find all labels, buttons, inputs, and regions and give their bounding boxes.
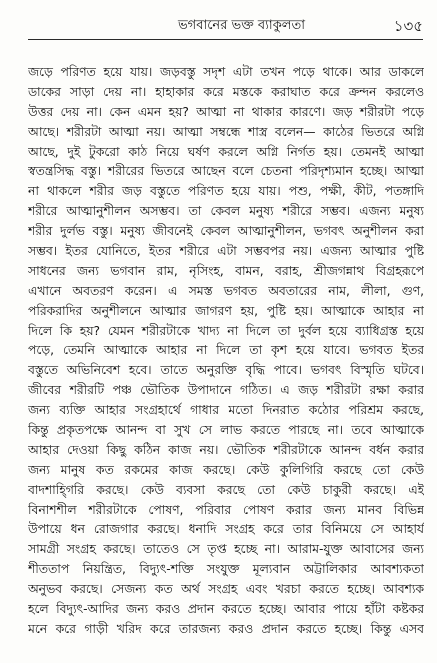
text-line: স্বতন্ত্রসিদ্ধ বস্তু। শরীরের ভিতরে আছেন বলে চেতনা পরিদৃশ্যমান হচ্ছে। আত্মা — [28, 164, 424, 179]
text-line: আছে। শরীরটা আত্মা নয়। আত্মা সম্বন্ধে শাস্ত্র বলেন— কাঠের ভিতরে অগ্নি — [28, 124, 424, 139]
text-line: আছে, দুই টুকরো কাঠ নিয়ে ঘর্ষণ করলে অগ্নি নির্গত হয়। তেমনই আত্মা — [28, 144, 424, 159]
text-line: সাধনের জন্য ভগবান রাম, নৃসিংহ, বামন, বরাহ, শ্রীজগন্নাথ বিগ্রহরূপে — [28, 263, 424, 278]
text-line: জন্য মানুষ কত রকমের কাজ করছে। কেউ কুলিগিরি করছে তো কেউ — [28, 462, 424, 477]
running-title: ভগবানের ভক্ত ব্যাকুলতা — [178, 18, 306, 33]
text-line: জন্য ব্যক্তি আহার সংগ্রহার্থে গাধার মতো দিনরাত কঠোর পরিশ্রম করছে, — [28, 403, 424, 418]
body-text — [28, 63, 424, 640]
text-line: হলে বিদ্যুৎ-আদির জন্য করও প্রদান করতে হচ্ছে। আবার পায়ে হাঁটা কষ্টকর — [28, 602, 424, 617]
text-line: সম্ভব। ইতর যোনিতে, ইতর শরীরে এটা সম্ভবপর নয়। এজন্য আত্মার পুষ্টি — [28, 244, 424, 259]
text-line: এখানে অবতরণ করেন। এ সমস্ত ভগবত অবতারের নাম, লীলা, গুণ, — [28, 283, 424, 298]
text-line: বিনাশশীল শরীরটাকে পোষণ, পরিবার পোষণ করার জন্য মানব বিভিন্ন — [28, 502, 424, 517]
text-line: ডাকের সাড়া দেয় না। হাহাকার করে মস্তকে করাঘাত করে ক্রন্দন করলেও — [28, 84, 424, 99]
page-header — [28, 17, 423, 41]
text-line: উপায়ে ধন রোজগার করছে। ধনাদি সংগ্রহ করে তার বিনিময়ে সে আহার্য — [28, 522, 424, 537]
text-line: শীততাপ নিয়ন্ত্রিত, বিদ্যুৎ-শক্তি সংযুক্ত মূল্যবান অট্টালিকার আবশ্যকতা — [28, 562, 424, 577]
text-line: সামগ্রী সংগ্রহ করছে। তাতেও সে তৃপ্ত হচ্ছে না। আরাম-যুক্ত আবাসের জন্য — [28, 542, 424, 557]
text-line: কিন্তু প্রকৃতপক্ষে আনন্দ বা সুখ সে লাভ করতে পারছে না। তবে আত্মাকে — [28, 423, 424, 438]
text-line: অনুভব করছে। সেজন্য কত অর্থ সংগ্রহ এবং খরচা করতে হচ্ছে। আবশ্যক — [28, 582, 424, 597]
text-line: পরিকরাদির অনুশীলনে আত্মার জাগরণ হয়, পুষ্টি হয়। আত্মাকে আহার না — [28, 303, 424, 318]
text-line: বাদশাহ্গিরি করছে। কেউ ব্যবসা করছে তো কেউ চাকুরী করছে। এই — [28, 482, 424, 497]
text-line: পড়ে, তেমনি আত্মাকে আহার না দিলে তা কৃশ হয়ে যাবে। ভগবত ইতর — [28, 343, 424, 358]
text-line: জীবের শরীরটি পঞ্চ ভৌতিক উপাদানে গঠিত। এ জড় শরীরটা রক্ষা করার — [28, 383, 424, 398]
text-line: জড়ে পরিণত হয়ে যায়। জড়বস্তু সদৃশ এটা তখন পড়ে থাকে। আর ডাকলে — [28, 65, 424, 79]
text-line: শরীর দুর্লভ বস্তু। মনুষ্য জীবনেই কেবল আত্মানুশীলন, ভগবৎ অনুশীলন করা — [28, 224, 424, 239]
text-line: বস্তুতে অভিনিবেশ হবে। তাতে অনুরক্তি বৃদ্ধি পাবে। ভগবৎ বিস্মৃতি ঘটবে। — [28, 363, 424, 378]
page-number: ১৩৫ — [393, 17, 423, 35]
text-line: শরীরে আত্মানুশীলন অসম্ভব। তা কেবল মনুষ্য শরীরে সম্ভব। এজন্য মনুষ্য — [28, 204, 424, 219]
header-rule — [28, 39, 423, 40]
text-line: দিলে কি হয়? যেমন শরীরটাকে খাদ্য না দিলে তা দুর্বল হয়ে ব্যাধিগ্রস্ত হয়ে — [28, 323, 424, 338]
text-line: আহার দেওয়া কিছু কঠিন কাজ নয়। ভৌতিক শরীরটাকে আনন্দ বর্ধন করার — [28, 442, 424, 457]
text-line: না থাকলে শরীর জড় বস্তুতে পরিণত হয়ে যায়। পশু, পক্ষী, কীট, পতঙ্গাদি — [28, 184, 424, 199]
text-line: মনে করে গাড়ী খরিদ করে তারজন্য করও প্রদান করতে হচ্ছে। কিন্তু এসব — [28, 621, 424, 636]
text-line: উত্তর দেয় না। কেন এমন হয়? আত্মা না থাকার কারণে। জড় শরীরটা পড়ে — [28, 104, 424, 119]
